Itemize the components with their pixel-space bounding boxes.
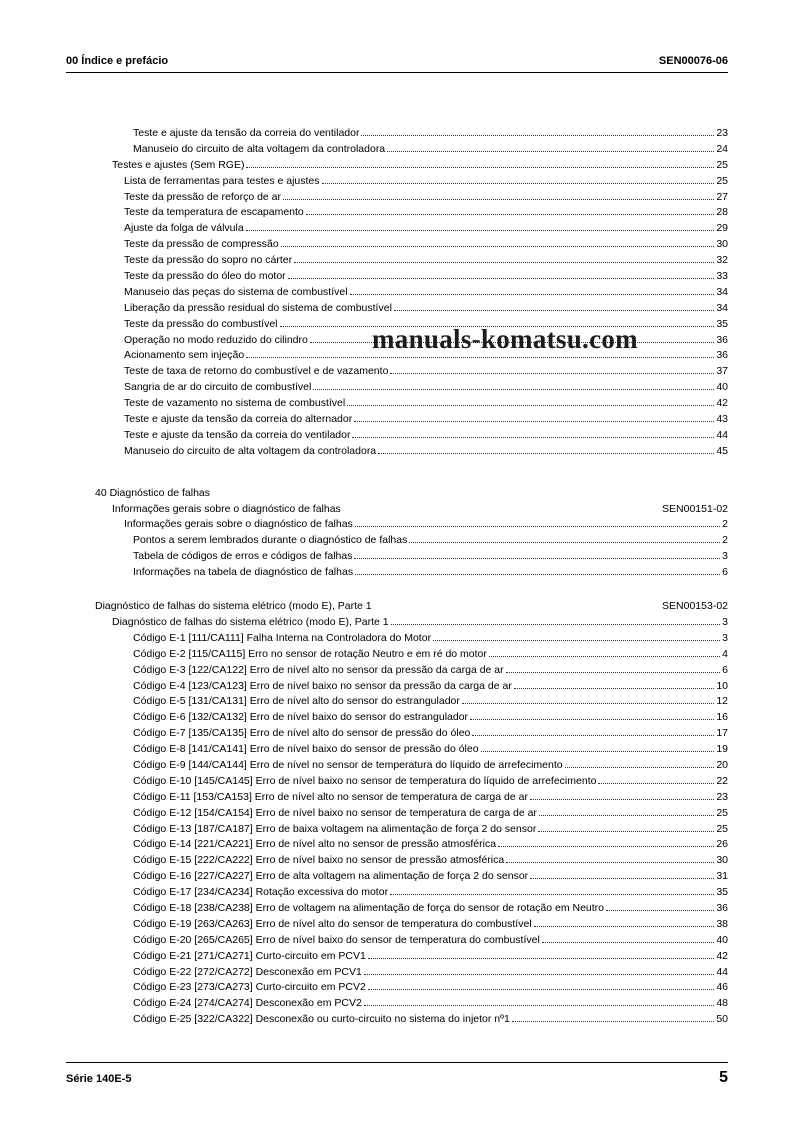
toc-entry-title: Código E-13 [187/CA187] Erro de baixa voltagem na alimentação de força 2 do sensor	[133, 822, 537, 835]
toc-entry-page: 33	[716, 270, 728, 283]
dot-leader	[542, 942, 714, 943]
toc-entry-title: Código E-25 [322/CA322] Desconexão ou curto-circuito no sistema do injetor nº1	[133, 1013, 510, 1026]
toc-entry-title: Teste da temperatura de escapamento	[124, 206, 304, 219]
toc-entry-title: Código E-11 [153/CA153] Erro de nível alto no sensor de temperatura de carga de ar	[133, 790, 528, 803]
toc-row	[66, 742, 728, 758]
dot-leader	[350, 294, 715, 295]
toc-entry-page: 20	[716, 758, 728, 771]
toc-row	[66, 444, 728, 460]
toc-entry-page: 36	[716, 333, 728, 346]
dot-leader	[409, 542, 720, 543]
toc-row	[66, 190, 728, 206]
toc-entry-page: 23	[716, 790, 728, 803]
toc-entry-page: 2	[722, 534, 728, 547]
toc-entry-title: Teste da pressão de compressão	[124, 238, 279, 251]
toc-row	[66, 806, 728, 822]
toc-entry-page: 22	[716, 774, 728, 787]
dot-leader	[352, 437, 714, 438]
toc-entry-page: 30	[716, 238, 728, 251]
toc-entry-page: 48	[716, 997, 728, 1010]
dot-leader	[246, 230, 715, 231]
toc-entry-title: Código E-24 [274/CA274] Desconexão em PCV2	[133, 997, 362, 1010]
toc-entry-page: 32	[716, 254, 728, 267]
toc-row	[66, 486, 728, 502]
dot-leader	[514, 688, 714, 689]
toc-entry-page: 17	[716, 727, 728, 740]
toc-row	[66, 774, 728, 790]
toc-entry-page: 19	[716, 743, 728, 756]
watermark-text: manuals-komatsu.com	[372, 324, 638, 354]
toc-row	[66, 158, 728, 174]
toc-entry-title: Teste da pressão do combustível	[124, 317, 278, 330]
toc-row	[66, 758, 728, 774]
toc-entry-page: 38	[716, 917, 728, 930]
toc-row	[66, 631, 728, 647]
dot-leader	[364, 974, 715, 975]
toc-row	[66, 965, 728, 981]
dot-leader	[391, 624, 721, 625]
toc-entry-page: 16	[716, 711, 728, 724]
toc-entry-page: 6	[722, 663, 728, 676]
dot-leader	[313, 389, 714, 390]
toc-entry-page: 34	[716, 301, 728, 314]
toc-entry-page: 28	[716, 206, 728, 219]
toc-entry-page: 25	[716, 822, 728, 835]
toc-row	[66, 142, 728, 158]
dot-leader	[283, 199, 714, 200]
toc-entry-page: 2	[722, 518, 728, 531]
toc-entry-title: Informações gerais sobre o diagnóstico de falhas	[112, 502, 341, 515]
footer-page-number: 5	[719, 1069, 728, 1086]
dot-leader	[364, 1005, 715, 1006]
dot-leader	[281, 246, 715, 247]
toc-entry-title: Código E-3 [122/CA122] Erro de nível alto no sensor da pressão da carga de ar	[133, 663, 504, 676]
toc-entry-page: 40	[716, 933, 728, 946]
toc-entry-page: 35	[716, 317, 728, 330]
toc-row	[66, 364, 728, 380]
toc-row	[66, 663, 728, 679]
toc-row	[66, 710, 728, 726]
toc-entry-title: Teste e ajuste da tensão da correia do ventilador	[124, 428, 351, 441]
toc-row	[66, 396, 728, 412]
dot-leader	[498, 846, 714, 847]
toc-row	[66, 949, 728, 965]
toc-row	[66, 647, 728, 663]
toc-row	[66, 380, 728, 396]
dot-leader	[390, 894, 714, 895]
dot-leader	[361, 135, 714, 136]
toc-row	[66, 301, 728, 317]
header-document-code: SEN00076-06	[658, 55, 728, 67]
toc-entry-page: 26	[716, 838, 728, 851]
toc-entry-title: Informações na tabela de diagnóstico de falhas	[133, 566, 354, 579]
toc-row	[66, 822, 728, 838]
toc-entry-title: Ajuste da folga de válvula	[124, 222, 244, 235]
toc-entry-title: Código E-1 [111/CA111] Falha Interna na Controladora do Motor	[133, 631, 432, 644]
toc-entry-title: Código E-14 [221/CA221] Erro de nível alto no sensor de pressão atmosférica	[133, 838, 497, 851]
toc-entry-page: 44	[716, 965, 728, 978]
toc-entry-title: Código E-8 [141/CA141] Erro de nível baixo do sensor de pressão do óleo	[133, 743, 479, 756]
toc-block	[66, 126, 728, 460]
toc-entry-title: Código E-17 [234/CA234] Rotação excessiva do motor	[133, 886, 389, 899]
footer-series-label: Série 140E-5	[66, 1073, 132, 1085]
toc-entry-title: Pontos a serem lembrados durante o diagnóstico de falhas	[133, 534, 408, 547]
dot-leader	[598, 783, 714, 784]
dot-leader	[387, 151, 714, 152]
toc-entry-title: Liberação da pressão residual do sistema de combustível	[124, 301, 392, 314]
toc-entry-page: 27	[716, 190, 728, 203]
toc-row	[66, 205, 728, 221]
toc-row	[66, 533, 728, 549]
toc-entry-page: 37	[716, 365, 728, 378]
toc-entry-title: Informações gerais sobre o diagnóstico de falhas	[124, 518, 353, 531]
toc-row	[66, 694, 728, 710]
toc-row	[66, 428, 728, 444]
toc-entry-title: Código E-21 [271/CA271] Curto-circuito em PCV1	[133, 949, 366, 962]
toc-row	[66, 221, 728, 237]
toc-entry-ref-code: SEN00153-02	[662, 600, 728, 613]
dot-leader	[462, 703, 714, 704]
toc-entry-page: 40	[716, 381, 728, 394]
toc-entry-title: Código E-19 [263/CA263] Erro de nível alto do sensor de temperatura do combustível	[133, 917, 532, 930]
toc-entry-title: Sangria de ar do circuito de combustível	[124, 381, 312, 394]
toc-row	[66, 869, 728, 885]
toc-entry-title: Código E-6 [132/CA132] Erro de nível baixo do sensor do estrangulador	[133, 711, 469, 724]
toc-entry-page: 34	[716, 285, 728, 298]
dot-leader	[306, 214, 715, 215]
toc-row	[66, 412, 728, 428]
toc-row	[66, 901, 728, 917]
table-of-contents	[66, 126, 728, 1028]
dot-leader	[530, 878, 714, 879]
dot-leader	[246, 357, 714, 358]
toc-entry-title: Teste de taxa de retorno do combustível e de vazamento	[124, 365, 389, 378]
toc-entry-page: 4	[722, 647, 728, 660]
dot-leader	[354, 558, 720, 559]
toc-entry-page: 25	[716, 158, 728, 171]
toc-entry-title: Teste e ajuste da tensão da correia do ventilador	[133, 127, 360, 139]
toc-entry-title: Código E-16 [227/CA227] Erro de alta voltagem na alimentação de força 2 do sensor	[133, 870, 529, 883]
toc-entry-page: 31	[716, 870, 728, 883]
toc-entry-page: 35	[716, 886, 728, 899]
dot-leader	[355, 526, 720, 527]
dot-leader	[606, 910, 714, 911]
dot-leader	[506, 862, 714, 863]
toc-row	[66, 174, 728, 190]
toc-row	[66, 1012, 728, 1028]
toc-row	[66, 726, 728, 742]
dot-leader	[530, 799, 714, 800]
toc-row	[66, 285, 728, 301]
toc-entry-title: Código E-7 [135/CA135] Erro de nível alto do sensor de pressão do óleo	[133, 727, 471, 740]
toc-entry-title: Teste e ajuste da tensão da correia do alternador	[124, 413, 353, 426]
toc-entry-page: 3	[722, 550, 728, 563]
dot-leader	[489, 656, 720, 657]
toc-entry-page: 10	[716, 679, 728, 692]
toc-entry-title: Código E-9 [144/CA144] Erro de nível no sensor de temperatura do líquido de arrefecimento	[133, 758, 563, 771]
dot-leader	[481, 751, 715, 752]
dot-leader	[294, 262, 714, 263]
toc-entry-page: 45	[716, 444, 728, 457]
toc-entry-page: 42	[716, 397, 728, 410]
dot-leader	[470, 719, 714, 720]
toc-entry-title: Código E-23 [273/CA273] Curto-circuito em PCV2	[133, 981, 366, 994]
toc-entry-page: 46	[716, 981, 728, 994]
toc-row	[66, 565, 728, 581]
toc-row	[66, 917, 728, 933]
page-header	[66, 55, 728, 73]
dot-leader	[538, 831, 714, 832]
toc-entry-page: 36	[716, 901, 728, 914]
dot-leader	[354, 421, 714, 422]
toc-entry-title: Teste da pressão de reforço de ar	[124, 190, 282, 203]
toc-entry-title: Testes e ajustes (Sem RGE)	[112, 158, 245, 171]
toc-entry-title: Código E-10 [145/CA145] Erro de nível baixo no sensor de temperatura do líquido de arrefecimento	[133, 774, 597, 787]
dot-leader	[355, 574, 720, 575]
dot-leader	[322, 183, 715, 184]
page-footer	[66, 1062, 728, 1087]
toc-row	[66, 549, 728, 565]
toc-entry-title: Teste de vazamento no sistema de combustível	[124, 397, 346, 410]
toc-block	[66, 599, 728, 1028]
toc-entry-title: Diagnóstico de falhas do sistema elétrico (modo E), Parte 1	[95, 600, 372, 613]
toc-entry-page: 3	[722, 615, 728, 628]
dot-leader	[433, 640, 720, 641]
toc-entry-title: Diagnóstico de falhas do sistema elétrico (modo E), Parte 1	[112, 615, 389, 628]
toc-entry-page: 6	[722, 566, 728, 579]
toc-entry-title: Código E-4 [123/CA123] Erro de nível baixo no sensor da pressão da carga de ar	[133, 679, 512, 692]
toc-row	[66, 269, 728, 285]
header-section-title: 00 Índice e prefácio	[66, 55, 169, 67]
toc-entry-page: 3	[722, 631, 728, 644]
toc-entry-page: 12	[716, 695, 728, 708]
toc-row	[66, 679, 728, 695]
toc-entry-page: 29	[716, 222, 728, 235]
toc-row	[66, 237, 728, 253]
toc-entry-page: 50	[716, 1013, 728, 1026]
dot-leader	[347, 405, 714, 406]
toc-row	[66, 790, 728, 806]
toc-entry-title: Código E-15 [222/CA222] Erro de nível baixo no sensor de pressão atmosférica	[133, 854, 505, 867]
toc-row	[66, 853, 728, 869]
dot-leader	[378, 453, 714, 454]
toc-entry-page: 23	[716, 127, 728, 139]
toc-entry-page: 36	[716, 349, 728, 362]
toc-entry-page: 25	[716, 174, 728, 187]
toc-entry-title: Código E-18 [238/CA238] Erro de voltagem na alimentação de força do sensor de rotação em Neutro	[133, 901, 605, 914]
toc-row	[66, 980, 728, 996]
dot-leader	[565, 767, 715, 768]
toc-entry-page: 25	[716, 806, 728, 819]
toc-row	[66, 615, 728, 631]
toc-entry-title: Código E-12 [154/CA154] Erro de nível baixo no sensor de temperatura de carga de ar	[133, 806, 537, 819]
dot-leader	[539, 815, 714, 816]
dot-leader	[394, 310, 714, 311]
toc-entry-title: Código E-2 [115/CA115] Erro no sensor de rotação Neutro e em ré do motor	[133, 647, 487, 660]
toc-entry-title: 40 Diagnóstico de falhas	[95, 486, 210, 499]
toc-row	[66, 253, 728, 269]
toc-entry-title: Manuseio do circuito de alta voltagem da controladora	[133, 142, 386, 155]
toc-entry-title: Lista de ferramentas para testes e ajustes	[124, 174, 320, 187]
toc-entry-title: Teste da pressão do sopro no cárter	[124, 254, 293, 267]
toc-entry-title: Acionamento sem injeção	[124, 349, 245, 362]
toc-row	[66, 837, 728, 853]
toc-entry-page: 42	[716, 949, 728, 962]
toc-row	[66, 126, 728, 142]
dot-leader	[288, 278, 715, 279]
toc-entry-title: Manuseio das peças do sistema de combustível	[124, 285, 348, 298]
toc-entry-title: Código E-22 [272/CA272] Desconexão em PCV1	[133, 965, 362, 978]
toc-entry-title: Código E-20 [265/CA265] Erro de nível baixo do sensor de temperatura do combustível	[133, 933, 540, 946]
toc-entry-title: Manuseio do circuito de alta voltagem da controladora	[124, 444, 377, 457]
toc-entry-page: 43	[716, 413, 728, 426]
dot-leader	[246, 167, 714, 168]
toc-entry-ref-code: SEN00151-02	[662, 502, 728, 515]
toc-entry-title: Tabela de códigos de erros e códigos de falhas	[133, 550, 353, 563]
toc-entry-title: Código E-5 [131/CA131] Erro de nível alto do sensor do estrangulador	[133, 695, 460, 708]
dot-leader	[472, 735, 714, 736]
toc-entry-title: Teste da pressão do óleo do motor	[124, 270, 286, 283]
dot-leader	[506, 672, 721, 673]
toc-entry-page: 24	[716, 142, 728, 155]
toc-row	[66, 599, 728, 615]
toc-row	[66, 517, 728, 533]
toc-block	[66, 486, 728, 581]
dot-leader	[390, 373, 714, 374]
dot-leader	[534, 926, 715, 927]
dot-leader	[368, 989, 714, 990]
toc-row	[66, 502, 728, 518]
toc-row	[66, 885, 728, 901]
dot-leader	[368, 958, 714, 959]
toc-row	[66, 996, 728, 1012]
toc-entry-title: Operação no modo reduzido do cilindro	[124, 333, 308, 346]
dot-leader	[512, 1021, 715, 1022]
toc-entry-page: 30	[716, 854, 728, 867]
toc-entry-page: 44	[716, 428, 728, 441]
toc-row	[66, 933, 728, 949]
